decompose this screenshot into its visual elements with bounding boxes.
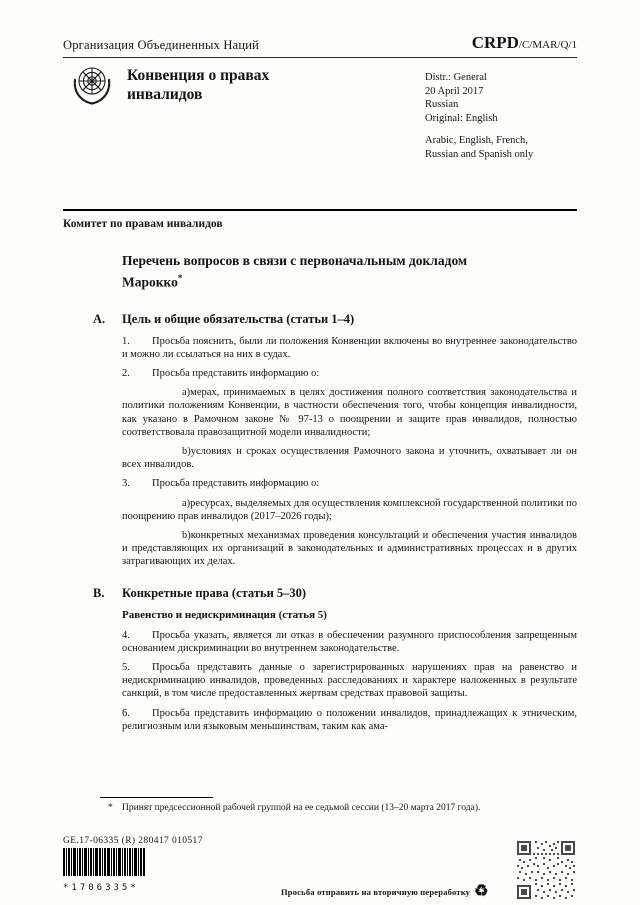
- footnote-marker: *: [108, 803, 113, 813]
- paragraph-number: 4.: [122, 629, 130, 641]
- paragraph-text: мерах, принимаемых в целях достижения полного соответствия законодательства и политики положениям Конвенции, в частности обеспечения того, чтобы концепция инвалидности, как указано в Рамочном законе № 97-13 о поощрении и защите прав инвалидов, полностью соответствовала правозащитной модели инвалидности;: [122, 387, 577, 438]
- paragraph-text: Просьба представить информацию о положении инвалидов, принадлежащих к этническим, религиозным или языковым меньшинствам, таким как ама-: [122, 707, 577, 732]
- languages-note-line1: Arabic, English, French,: [425, 135, 528, 146]
- paragraph-number: 2.: [122, 367, 130, 379]
- paragraph-1: [122, 335, 577, 361]
- document-header: [63, 33, 577, 53]
- languages-note-line2: Russian and Spanish only: [425, 148, 534, 160]
- distr-date: 20 April 2017: [425, 85, 484, 97]
- section-a-heading: [93, 311, 577, 327]
- document-title-text: Перечень вопросов в связи с первоначальным докладом Марокко: [122, 253, 468, 289]
- doc-symbol: [472, 33, 577, 53]
- paragraph-text: Просьба пояснить, были ли положения Конвенции включены во внутреннее законодательство и можно ли ссылаться на них в судах.: [122, 335, 577, 360]
- distribution-info: [425, 71, 533, 161]
- convention-title: Конвенция о правах инвалидов: [127, 67, 270, 103]
- paragraph-number: 1.: [122, 335, 130, 347]
- paragraph-text: конкретных механизмах проведения консультаций и обеспечения участия инвалидов и представляющих их организаций в законодательных и административных процессах и в других затрагивающих их делах.: [122, 529, 577, 568]
- distr-general: Distr.: General: [425, 72, 487, 83]
- document-title: [122, 252, 494, 291]
- subsection-equality-heading: Равенство и недискриминация (статья 5): [122, 608, 327, 621]
- distr-language: Russian: [425, 99, 459, 110]
- section-a-title: Цель и общие обязательства (статьи 1–4): [122, 311, 355, 326]
- barcode-icon: [63, 848, 145, 876]
- barcode-text: *1706335*: [63, 883, 139, 893]
- un-emblem-icon: [68, 61, 116, 109]
- paragraph-text: Просьба представить данные о зарегистрированных нарушениях прав на равенство и недискриминацию инвалидов, проведенных расследованиях и характере наложенных в результате санкций, в том числе предоставленных жертвам средствах правовой защиты.: [122, 661, 577, 700]
- section-b-label: B.: [93, 585, 105, 600]
- title-footnote-marker: *: [177, 272, 183, 283]
- languages-note: [425, 134, 533, 161]
- paragraph-6: [122, 707, 577, 733]
- section-b-heading: [93, 585, 577, 601]
- masthead-rule: [63, 209, 577, 211]
- paragraph-number: b): [182, 529, 191, 541]
- section-a-label: A.: [93, 311, 106, 326]
- footnote: [63, 802, 533, 815]
- paragraph-text: Просьба указать, является ли отказ в обеспечении разумного приспособления запрещенным основанием дискриминации во внутреннем законодательстве.: [122, 629, 577, 654]
- paragraph-number: 5.: [122, 661, 130, 673]
- paragraph-text: условиях и сроках осуществления Рамочного закона и уточнить, охватывает ли он всех инвалидов.: [122, 445, 577, 471]
- paragraph-4: [122, 629, 577, 655]
- paragraph-5: [122, 661, 577, 701]
- paragraph-text: ресурсах, выделяемых для осуществления комплексной государственной политики по поощрению прав инвалидов (2017–2026 годы);: [122, 497, 577, 522]
- header-rule: [63, 57, 577, 58]
- subparagraph-3a: [122, 497, 577, 523]
- subparagraph-2a: [122, 386, 577, 439]
- doc-symbol-main: CRPD: [471, 33, 519, 52]
- recycle-note: [281, 884, 489, 900]
- document-body: [63, 252, 577, 797]
- org-name: Организация Объединенных Наций: [63, 38, 260, 52]
- paragraph-number: 3.: [122, 478, 130, 490]
- footnote-text: Принят предсессионной рабочей группой на ее седьмой сессии (13–20 марта 2017 года).: [122, 803, 481, 813]
- distr-original: Original: English: [425, 112, 498, 124]
- paragraph-number: a): [182, 387, 191, 399]
- recycle-icon: ♻: [474, 883, 489, 900]
- subparagraph-3b: [122, 529, 577, 569]
- section-b-title: Конкретные права (статьи 5–30): [122, 585, 307, 600]
- paragraph-number: 6.: [122, 707, 130, 719]
- paragraph-text: Просьба представить информацию о:: [152, 367, 320, 379]
- paragraph-number: a): [182, 497, 191, 509]
- paragraph-number: b): [182, 445, 191, 457]
- paragraph-2: [122, 367, 577, 380]
- qr-code-icon: [517, 841, 575, 899]
- subparagraph-2b: [122, 445, 577, 471]
- recycle-text: Просьба отправить на вторичную переработку: [281, 887, 471, 897]
- ge-document-number: GE.17-06335 (R) 280417 010517: [63, 836, 203, 846]
- footnote-text-block: [108, 802, 533, 815]
- doc-symbol-rest: /C/MAR/Q/1: [518, 39, 577, 51]
- paragraph-3: [122, 477, 577, 490]
- barcode-block: [63, 848, 149, 893]
- committee-name: Комитет по правам инвалидов: [63, 218, 223, 230]
- paragraph-text: Просьба представить информацию о:: [152, 478, 320, 490]
- footnote-rule: [100, 797, 213, 798]
